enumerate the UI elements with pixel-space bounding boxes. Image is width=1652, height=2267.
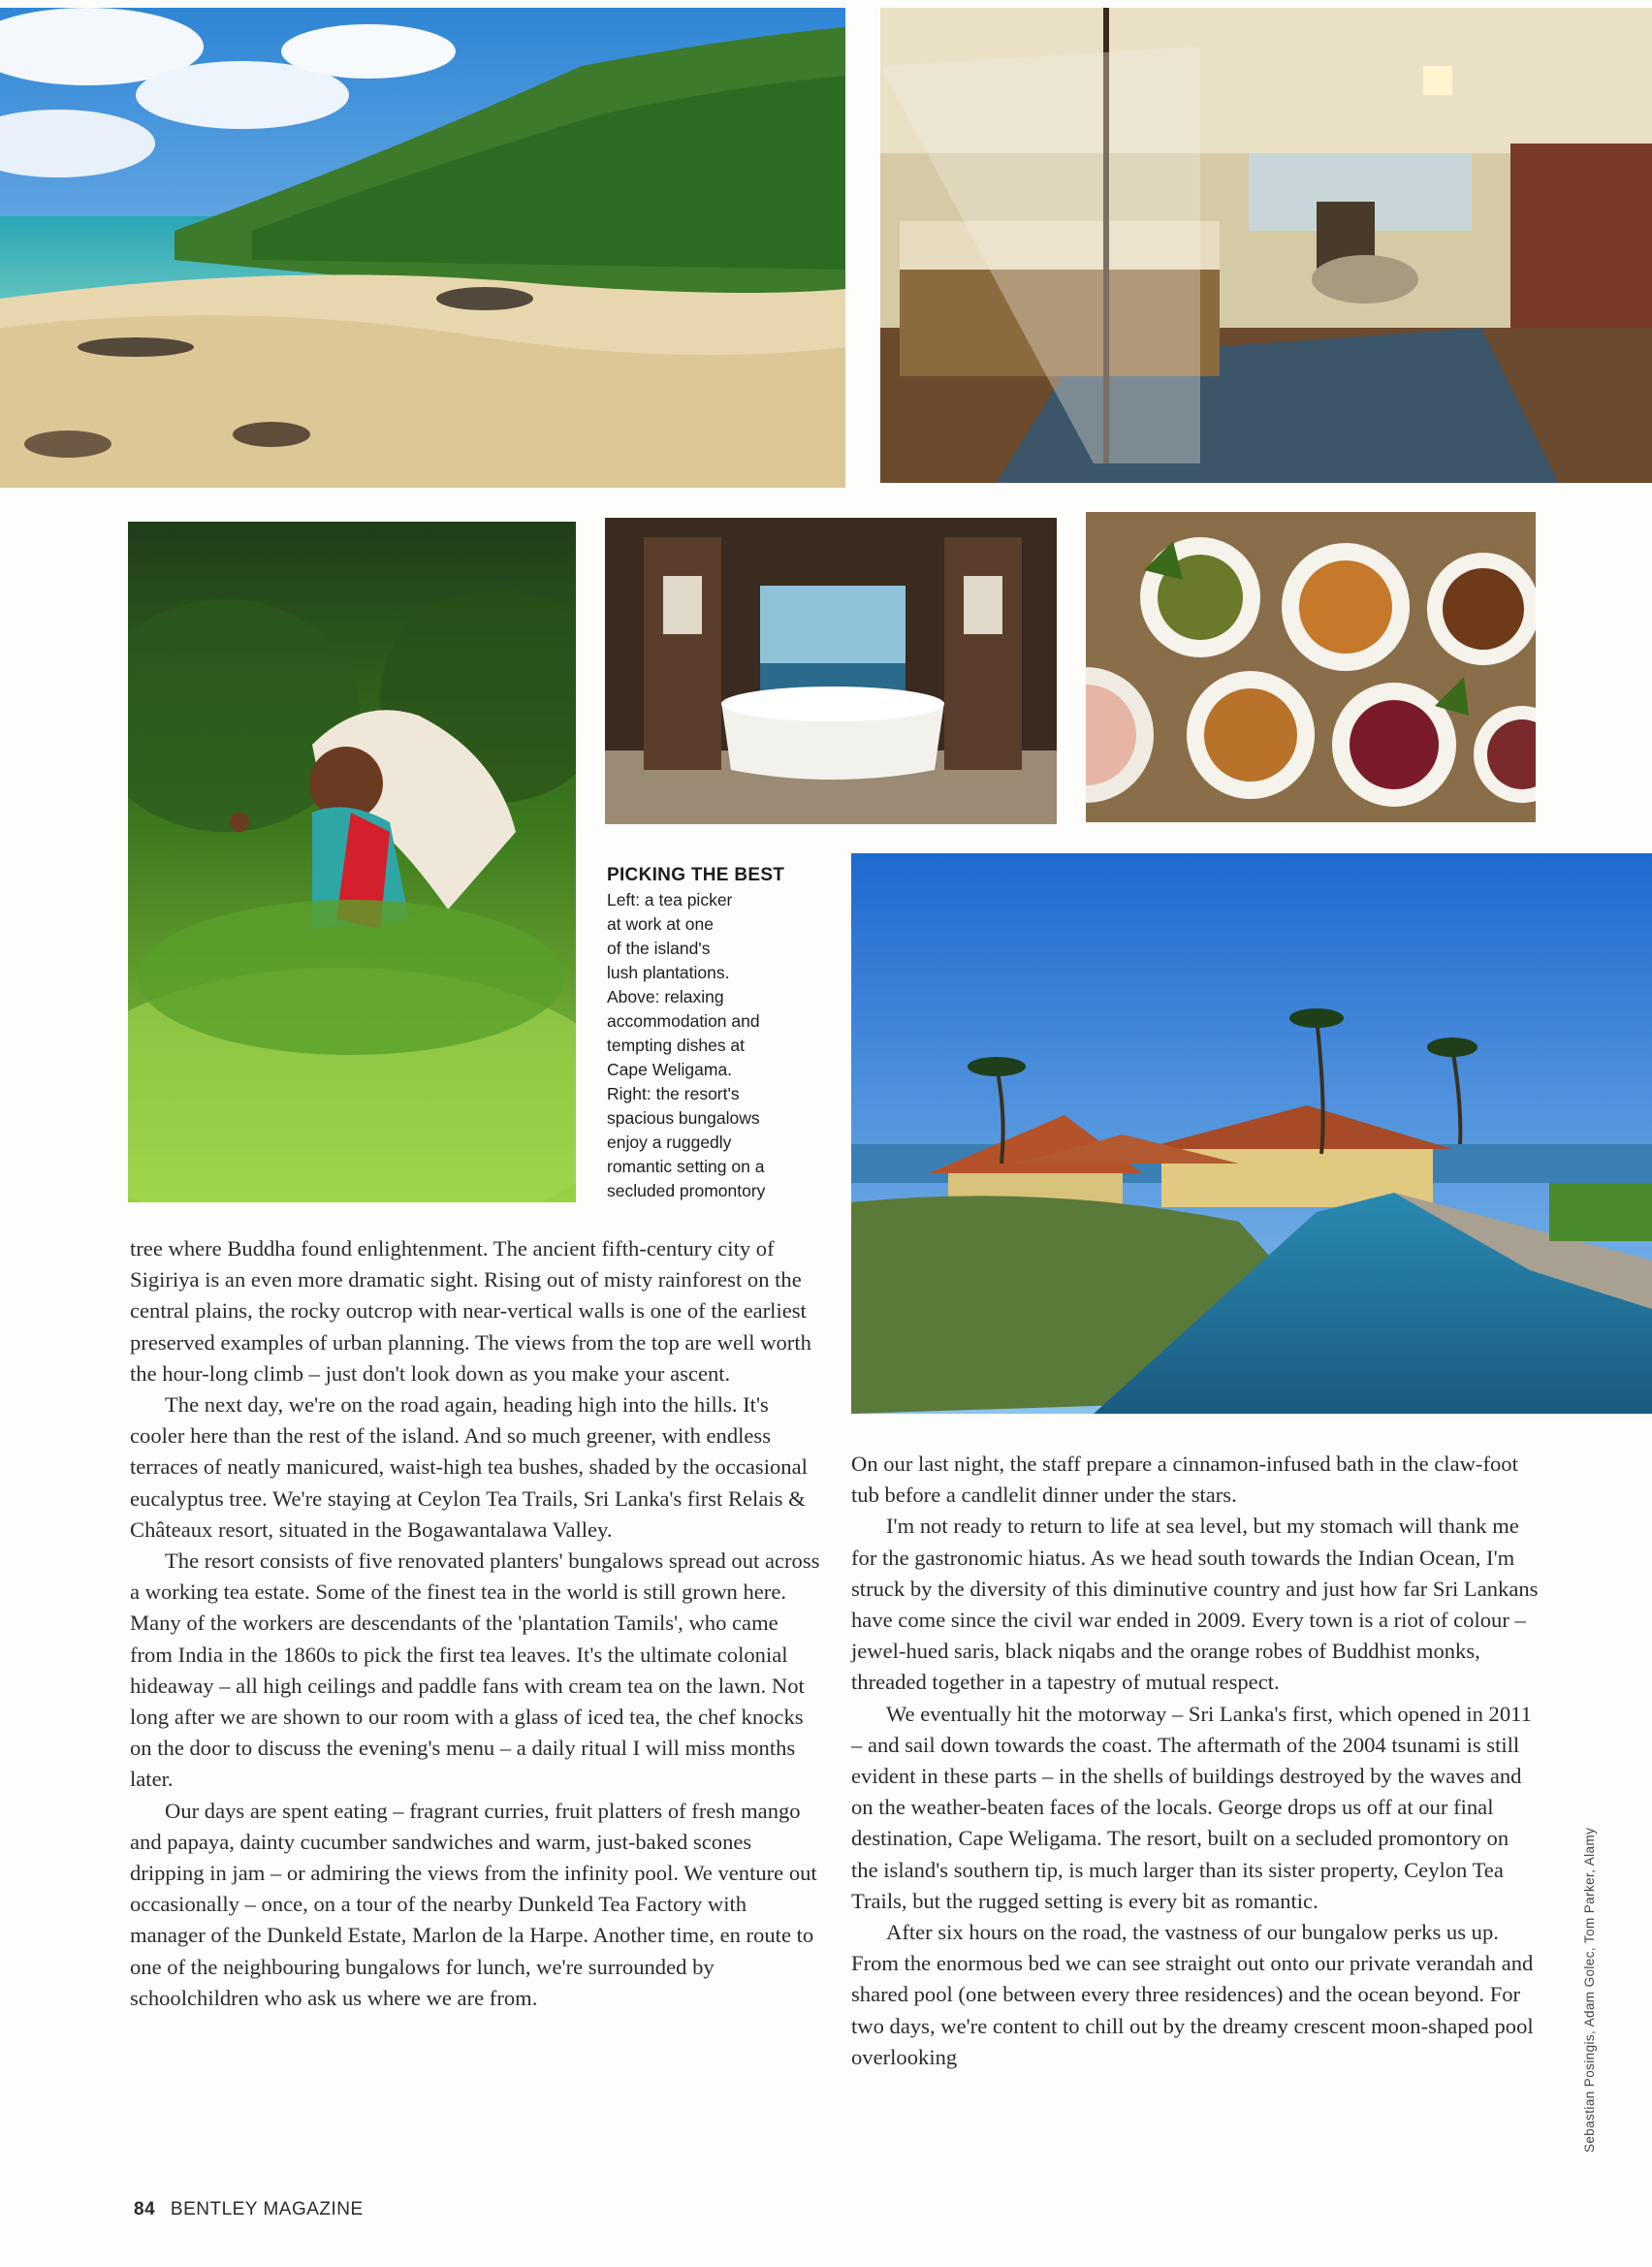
caption-line: Cape Weligama. (607, 1060, 733, 1079)
caption-line: lush plantations. (607, 963, 730, 982)
article-paragraph: After six hours on the road, the vastness of our bungalow perks us up. From the enormous bed we can see straight out onto our private verandah and shared pool (one between every three residences) and the ocean beyond. For two days, we're content to chill out by the dreamy crescent moon-shaped pool overlooking (851, 1920, 1534, 2069)
caption-line: romantic setting on a (607, 1157, 765, 1176)
article-paragraph: I'm not ready to return to life at sea level, but my stomach will thank me for the gastronomic hiatus. As we head south towards the Indian Ocean, I'm struck by the diversity of this diminutive country and just how far Sri Lankans have come since the civil war ended in 2009. Every town is a riot of colour – jewel-hued saris, black niqabs and the orange robes of Buddhist monks, threaded together in a tapestry of mutual respect. (851, 1514, 1539, 1695)
article-column-left (130, 1233, 820, 2014)
beach-photo (0, 8, 845, 488)
resort-pool-photo (851, 853, 1652, 1414)
article-paragraph: The resort consists of five renovated planters' bungalows spread out across a working tea estate. Some of the finest tea in the world is still grown here. Many of the workers are descendants of the 'plantation Tamils', who came from India in the 1860s to pick the first tea leaves. It's the ultimate colonial hideaway – all high ceilings and paddle fans with cream tea on the lawn. Not long after we are shown to our room with a glass of iced tea, the chef knocks on the door to discuss the evening's menu – a daily ritual I will miss months later. (130, 1549, 820, 1792)
caption-line: of the island's (607, 939, 711, 958)
page-footer (134, 2199, 364, 2220)
publication-name: BENTLEY MAGAZINE (170, 2199, 364, 2219)
caption-title: PICKING THE BEST (607, 865, 785, 885)
curry-dishes-photo (1086, 512, 1536, 822)
article-paragraph: tree where Buddha found enlightenment. The ancient fifth-century city of Sigiriya is an even more dramatic sight. Rising out of misty rainforest on the central plains, the rocky outcrop with near-vertical walls is one of the earliest preserved examples of urban planning. The views from the top are well worth the hour-long climb – just don't look down as you make your ascent. (130, 1236, 811, 1386)
page-number: 84 (134, 2199, 156, 2219)
article-paragraph: We eventually hit the motorway – Sri Lanka's first, which opened in 2011 – and sail down towards the coast. The aftermath of the 2004 tsunami is still evident in these parts – in the shells of buildings destroyed by the waves and on the weather-beaten faces of the locals. George drops us off at our final destination, Cape Weligama. The resort, built on a secluded promontory on the island's southern tip, is much larger than its sister property, Ceylon Tea Trails, but the rugged setting is every bit as romantic. (851, 1701, 1532, 1913)
article-paragraph: The next day, we're on the road again, heading high into the hills. It's cooler here than the rest of the island. And so much greener, with endless terraces of neatly manicured, waist-high tea bushes, shaded by the occasional eucalyptus tree. We're staying at Ceylon Tea Trails, Sri Lanka's first Relais & Châteaux resort, situated in the Bogawantalawa Valley. (130, 1392, 808, 1542)
caption-line: Right: the resort's (607, 1084, 740, 1103)
caption-line: Left: a tea picker (607, 890, 733, 910)
bathroom-photo (605, 518, 1057, 824)
bedroom-photo (880, 8, 1652, 483)
photo-credit: Sebastian Posingis, Adam Golec, Tom Parker, Alamy (1582, 1827, 1597, 2153)
caption-line: spacious bungalows (607, 1108, 760, 1128)
article-paragraph: On our last night, the staff prepare a cinnamon-infused bath in the claw-foot tub before a candlelit dinner under the stars. (851, 1452, 1518, 1508)
caption-line: Above: relaxing (607, 987, 724, 1006)
caption-line: enjoy a ruggedly (607, 1133, 732, 1152)
caption-line: accommodation and (607, 1011, 760, 1031)
caption-line: secluded promontory (607, 1181, 766, 1200)
article-paragraph: Our days are spent eating – fragrant curries, fruit platters of fresh mango and papaya, dainty cucumber sandwiches and warm, just-baked scones dripping in jam – or admiring the views from the infinity pool. We venture out occasionally – once, on a tour of the nearby Dunkeld Tea Factory with manager of the Dunkeld Estate, Marlon de la Harpe. Another time, en route to one of the neighbouring bungalows for lunch, we're surrounded by schoolchildren who ask us where we are from. (130, 1798, 817, 2010)
photo-caption (607, 863, 825, 1203)
tea-picker-photo (128, 522, 576, 1202)
caption-line: at work at one (607, 914, 714, 934)
caption-line: tempting dishes at (607, 1036, 746, 1055)
article-column-right (851, 1449, 1540, 2073)
